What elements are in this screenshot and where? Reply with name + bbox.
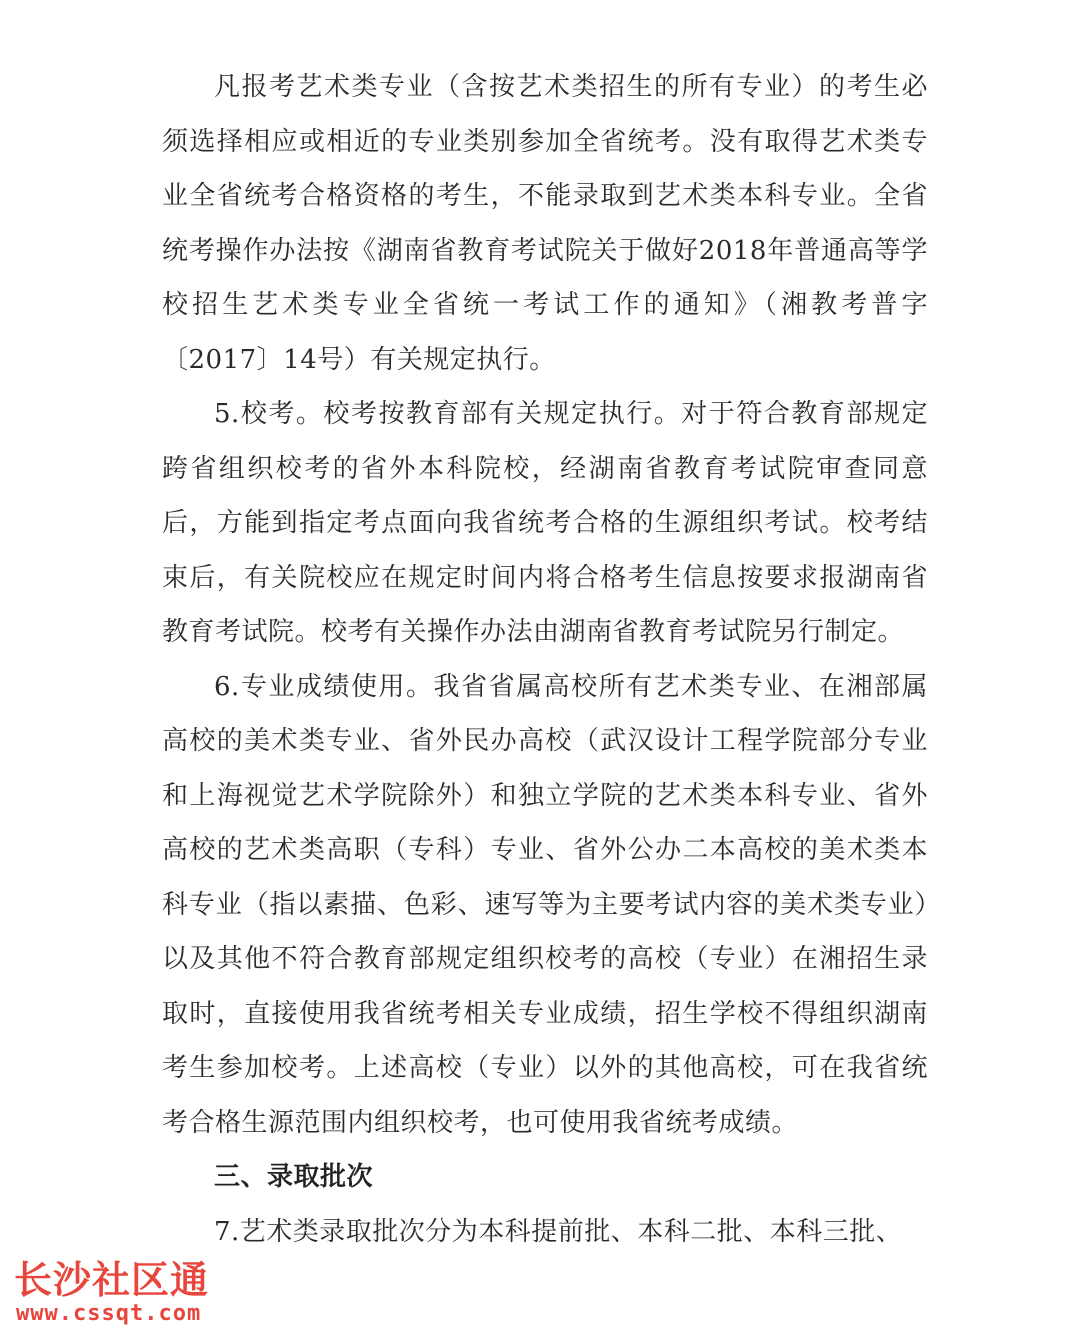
document-body bbox=[162, 60, 928, 1259]
paragraph-school-exam: 5.校考。校考按教育部有关规定执行。对于符合教育部规定跨省组织校考的省外本科院校，经湖南省教育考试院审查同意后，方能到指定考点面向我省统考合格的生源组织考试。校考结束后，有关院校应在规定时间内将合格考生信息按要求报湖南省教育考试院。校考有关操作办法由湖南省教育考试院另行制定。 bbox=[162, 399, 928, 647]
watermark-url: www.cssqt.com bbox=[16, 1301, 202, 1326]
paragraph-score-usage: 6.专业成绩使用。我省省属高校所有艺术类专业、在湘部属高校的美术类专业、省外民办高校（武汉设计工程学院部分专业和上海视觉艺术学院除外）和独立学院的艺术类本科专业、省外高校的艺术类高职（专科）专业、省外公办二本高校的美术类本科专业（指以素描、色彩、速写等为主要考试内容的美术类专业）以及其他不符合教育部规定组织校考的高校（专业）在湘招生录取时，直接使用我省统考相关专业成绩，招生学校不得组织湖南考生参加校考。上述高校（专业）以外的其他高校，可在我省统考合格生源范围内组织校考，也可使用我省统考成绩。 bbox=[162, 671, 928, 1138]
watermark-logo bbox=[14, 1258, 254, 1326]
paragraph-admission-batch: 7.艺术类录取批次分为本科提前批、本科二批、本科三批、 bbox=[214, 1216, 903, 1247]
paragraph-art-exam: 凡报考艺术类专业（含按艺术类招生的所有专业）的考生必须选择相应或相近的专业类别参加全省统考。没有取得艺术类专业全省统考合格资格的考生，不能录取到艺术类本科专业。全省统考操作办法按《湖南省教育考试院关于做好2018年普通高等学校招生艺术类专业全省统一考试工作的通知》（湘教考普字〔2017〕14号）有关规定执行。 bbox=[162, 72, 928, 375]
watermark-name: 长沙社区通 bbox=[14, 1258, 210, 1302]
section-heading-admission-batch: 三、录取批次 bbox=[214, 1162, 374, 1192]
